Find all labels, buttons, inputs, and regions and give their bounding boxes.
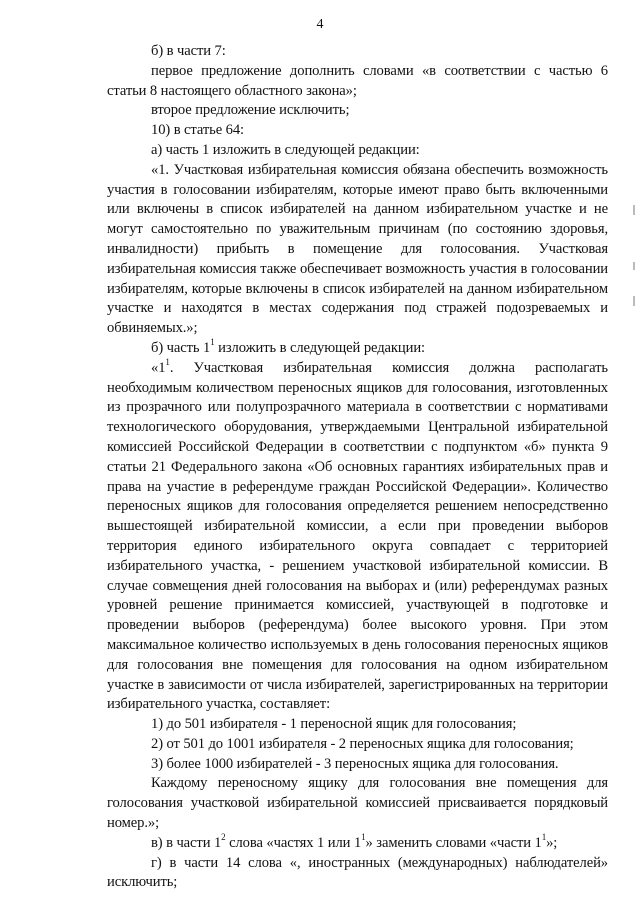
list-item-2: 2) от 501 до 1001 избирателя - 2 переносных ящика для голосования; [151,735,574,752]
superscript: 1 [541,832,547,843]
list-item-3: 3) более 1000 избирателей - 3 переносных ящика для голосования. [151,755,559,772]
paragraph-part-1-1-heading [107,339,608,359]
superscript: 1 [361,832,366,843]
paragraph-part-1-text: «1. Участковая избирательная комиссия обязана обеспечить возможность участия в голосовании избирателям, которые имеют право быть включенными или включены в список избирателей на данном избирательном участке и не могут самостоятельно по уважительным причинам (по состоянию здоровья, инвалидности) прибыть в помещение для голосования. Участковая избирательная комиссия также обеспечивает возможность участия в голосовании избирателям, которые включены в список избирателей на данном избирательном участке и находятся в местах содержания под стражей подозреваемых и обвиняемых.»; [107,161,608,337]
text-run: б) часть 1 [151,339,211,356]
paragraph-part-14: г) в части 14 слова «, иностранных (международных) наблюдателей» исключить; [107,854,608,891]
scan-edge-mark [633,296,635,306]
paragraph-part-1-1-text [107,356,608,715]
superscript: 1 [210,337,215,348]
paragraph-part-7: б) в части 7: [151,43,226,59]
paragraph-second-sentence: второе предложение исключить; [151,102,350,119]
text-run: «1 [151,359,166,376]
paragraph-box-number: Каждому переносному ящику для голосования вне помещения для голосования участковой избирательной комиссией присваивается порядковый номер.»; [107,775,608,832]
text-run: изложить в следующей редакции: [214,339,425,356]
text-run: »; [546,834,558,851]
superscript: 2 [221,832,226,843]
scan-edge-mark [633,205,635,215]
paragraph-article-64: 10) в статье 64: [151,122,244,139]
paragraph-first-sentence: первое предложение дополнить словами «в соответствии с частью 6 статьи 8 настоящего областного закона»; [107,62,608,99]
page-number: 4 [316,17,324,32]
scan-edge-mark [633,262,635,270]
superscript: 1 [165,356,170,367]
text-run: . Участковая избирательная комиссия должна располагать необходимым количеством переносных ящиков для голосования, изготовленных из прозрачного или полупрозрачного материала в соответствии с нормативами технологического оборудования, утверждаемыми Центральной избирательной комиссией Российской Федерации в соответствии с подпунктом «б» пункта 9 статьи 21 Федерального закона «Об основных гарантиях избирательных прав и права на участие в референдуме граждан Российской Федерации». Количество переносных ящиков для голосования определяется решением непосредственно вышестоящей избирательной комиссии, а если при проведении выборов территория единого избирательного округа совпадает с территорией избирательного участка, - решением участковой избирательной комиссии. В случае совмещения дней голосования на выборах и (или) референдумах разных уровней решение принимается комиссией, участвующей в подготовке и проведении выборов (референдума) более высокого уровня. При этом максимальное количество используемых в день голосования переносных ящиков для голосования вне помещения для голосования на одном избирательном участке в зависимости от числа избирателей, зарегистрированных на территории избирательного участка, составляет: [107,359,608,713]
paragraph-part-1-2 [107,834,608,854]
paragraph-part-1-heading: а) часть 1 изложить в следующей редакции: [151,141,420,158]
text-run: слова «частях 1 или 1 [225,834,362,851]
text-run: в) в части 1 [151,834,222,851]
list-item-1: 1) до 501 избирателя - 1 переносной ящик для голосования; [151,716,517,733]
text-run: » заменить словами «части 1 [365,834,542,851]
document-body [107,42,608,893]
